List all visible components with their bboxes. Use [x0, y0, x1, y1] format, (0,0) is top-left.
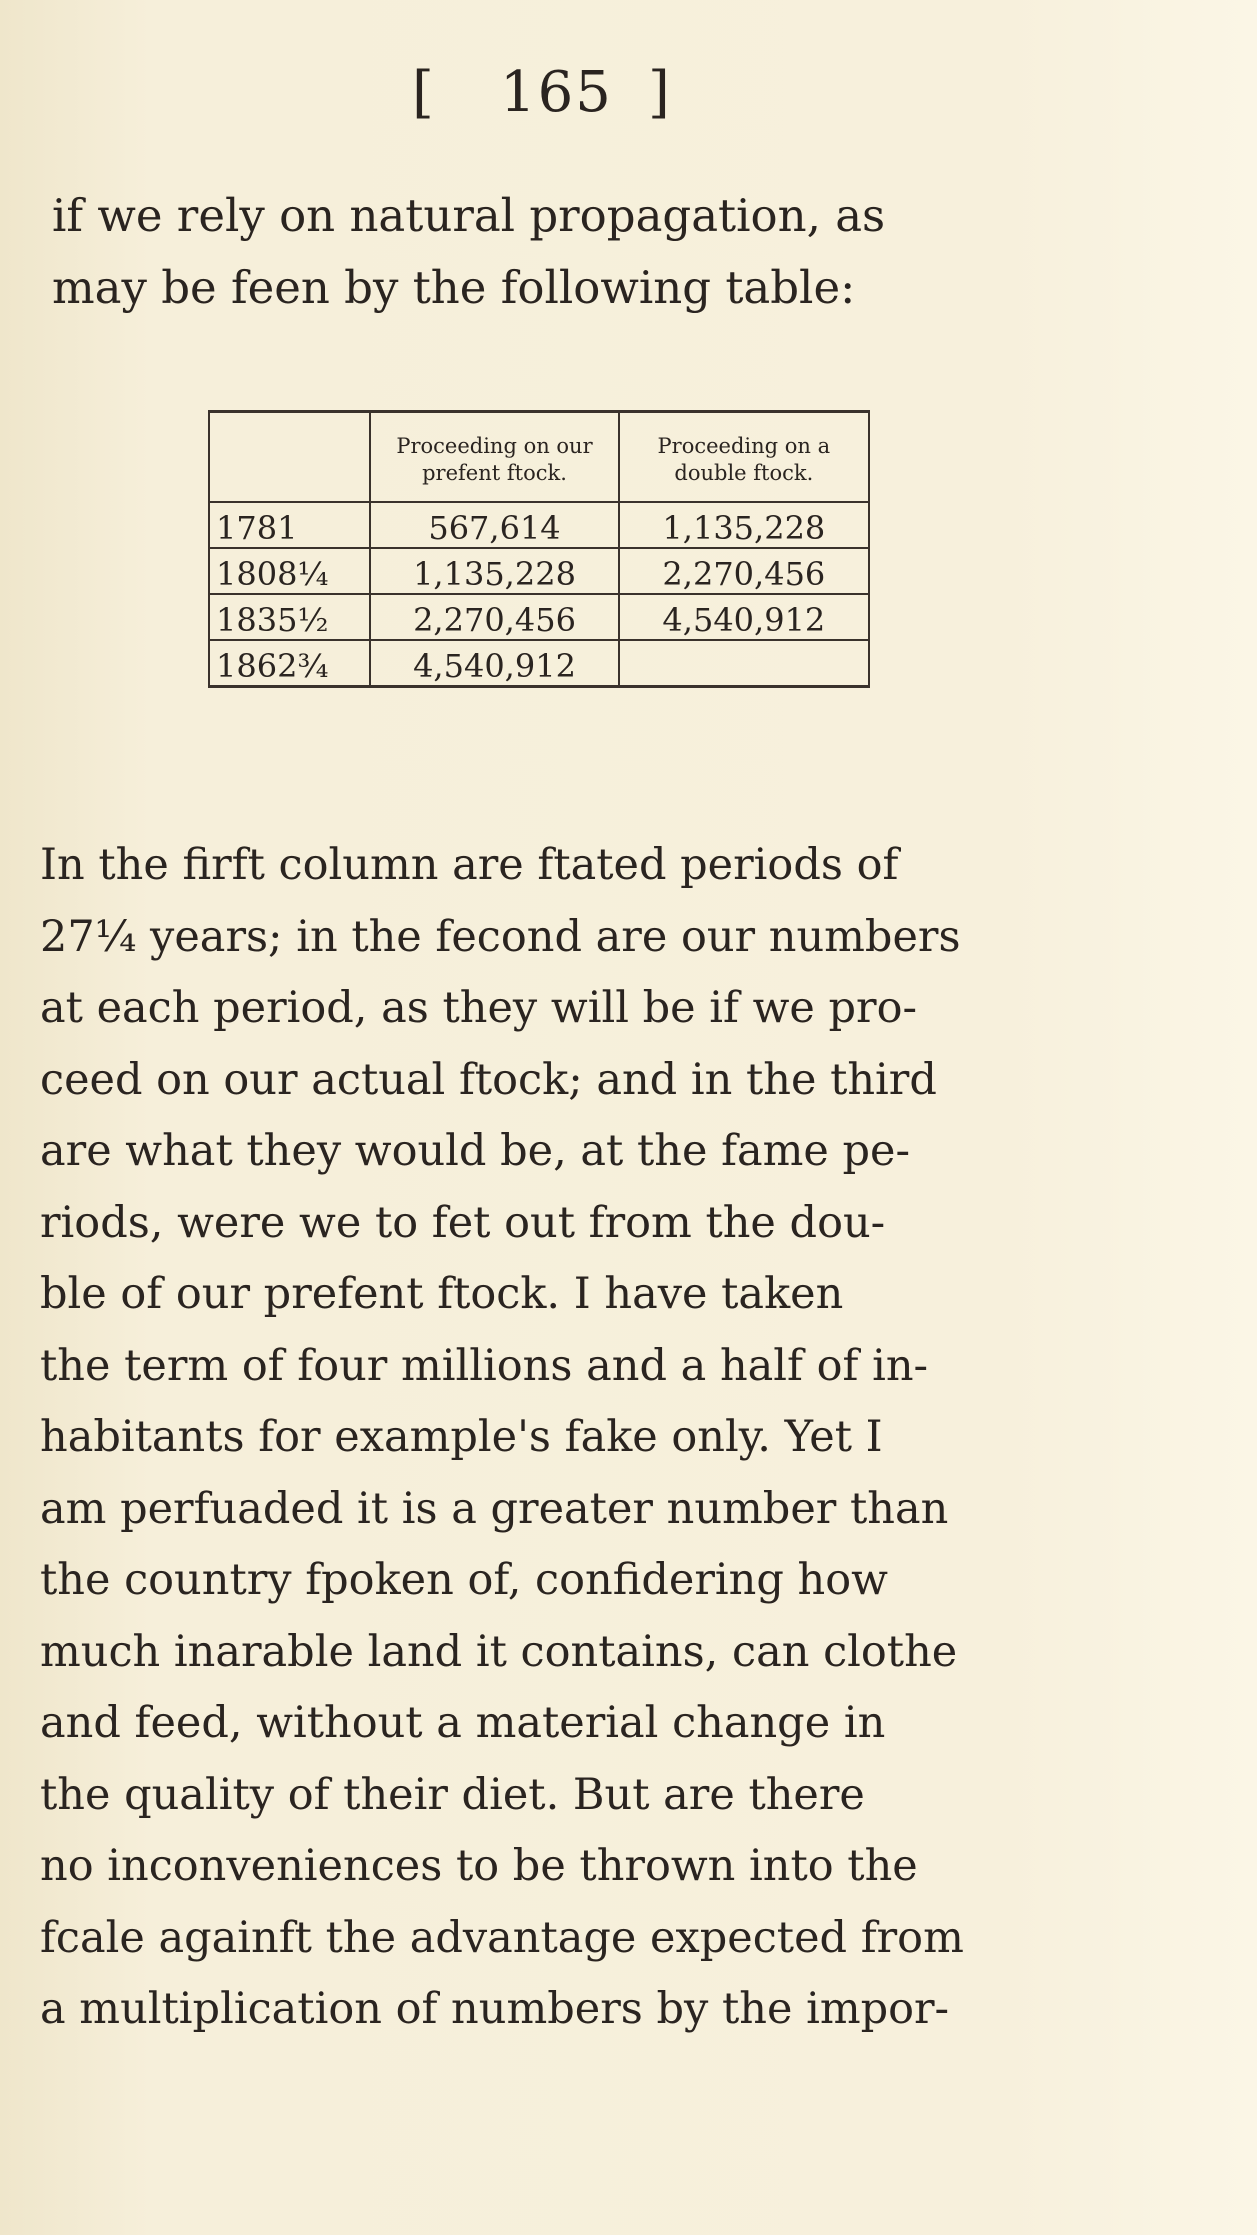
text-line: the term of four millions and a half of in-	[40, 1340, 929, 1391]
column-header-double-stock: Proceeding on a double ftock.	[619, 412, 869, 503]
text-line: 27¼ years; in the fecond are our numbers	[40, 911, 961, 962]
page-number: 165	[500, 60, 613, 125]
period-cell: 1781	[209, 502, 370, 548]
period-cell: 1835½	[209, 594, 370, 640]
table-row	[209, 640, 869, 687]
double-stock-cell: 4,540,912	[619, 594, 869, 640]
table-header-row	[209, 412, 869, 503]
body-paragraph	[40, 830, 1040, 2046]
text-line: the country fpoken of, confidering how	[40, 1555, 888, 1605]
intro-text	[52, 180, 1032, 324]
present-stock-cell: 4,540,912	[370, 640, 618, 687]
text-line: am perfuaded it is a greater number than	[40, 1483, 949, 1534]
column-header-present-stock: Proceeding on our prefent ftock.	[370, 412, 618, 503]
text-line: ceed on our actual ftock; and in the third	[40, 1054, 937, 1105]
double-stock-cell	[619, 640, 869, 687]
text-line: the quality of their diet. But are there	[40, 1769, 865, 1820]
text-line: habitants for example's fake only. Yet I	[40, 1412, 883, 1462]
header-close-bracket: ]	[648, 60, 672, 125]
header-open-bracket: [	[412, 60, 436, 125]
text-line: may be feen by the following table:	[52, 261, 856, 314]
text-line: fcale againft the advantage expected from	[40, 1912, 964, 1963]
present-stock-cell: 2,270,456	[370, 594, 618, 640]
population-table	[208, 410, 870, 688]
present-stock-cell: 1,135,228	[370, 548, 618, 594]
text-line: at each period, as they will be if we pro-	[40, 983, 918, 1033]
table-row	[209, 548, 869, 594]
text-line: are what they would be, at the fame pe-	[40, 1126, 911, 1176]
text-line: and feed, without a material change in	[40, 1698, 886, 1748]
table-row	[209, 502, 869, 548]
double-stock-cell: 2,270,456	[619, 548, 869, 594]
table-row	[209, 594, 869, 640]
text-line: much inarable land it contains, can clothe	[40, 1626, 958, 1677]
text-line: ble of our prefent ftock. I have taken	[40, 1269, 844, 1319]
column-header-period	[209, 412, 370, 503]
text-line: no inconveniences to be thrown into the	[40, 1841, 918, 1891]
text-line: riods, were we to fet out from the dou-	[40, 1197, 886, 1248]
period-cell: 1862¾	[209, 640, 370, 687]
double-stock-cell: 1,135,228	[619, 502, 869, 548]
text-line: a multiplication of numbers by the impor-	[40, 1984, 950, 2034]
text-line: if we rely on natural propagation, as	[52, 189, 886, 242]
text-line: In the firft column are ftated periods of	[40, 840, 899, 890]
period-cell: 1808¼	[209, 548, 370, 594]
present-stock-cell: 567,614	[370, 502, 618, 548]
